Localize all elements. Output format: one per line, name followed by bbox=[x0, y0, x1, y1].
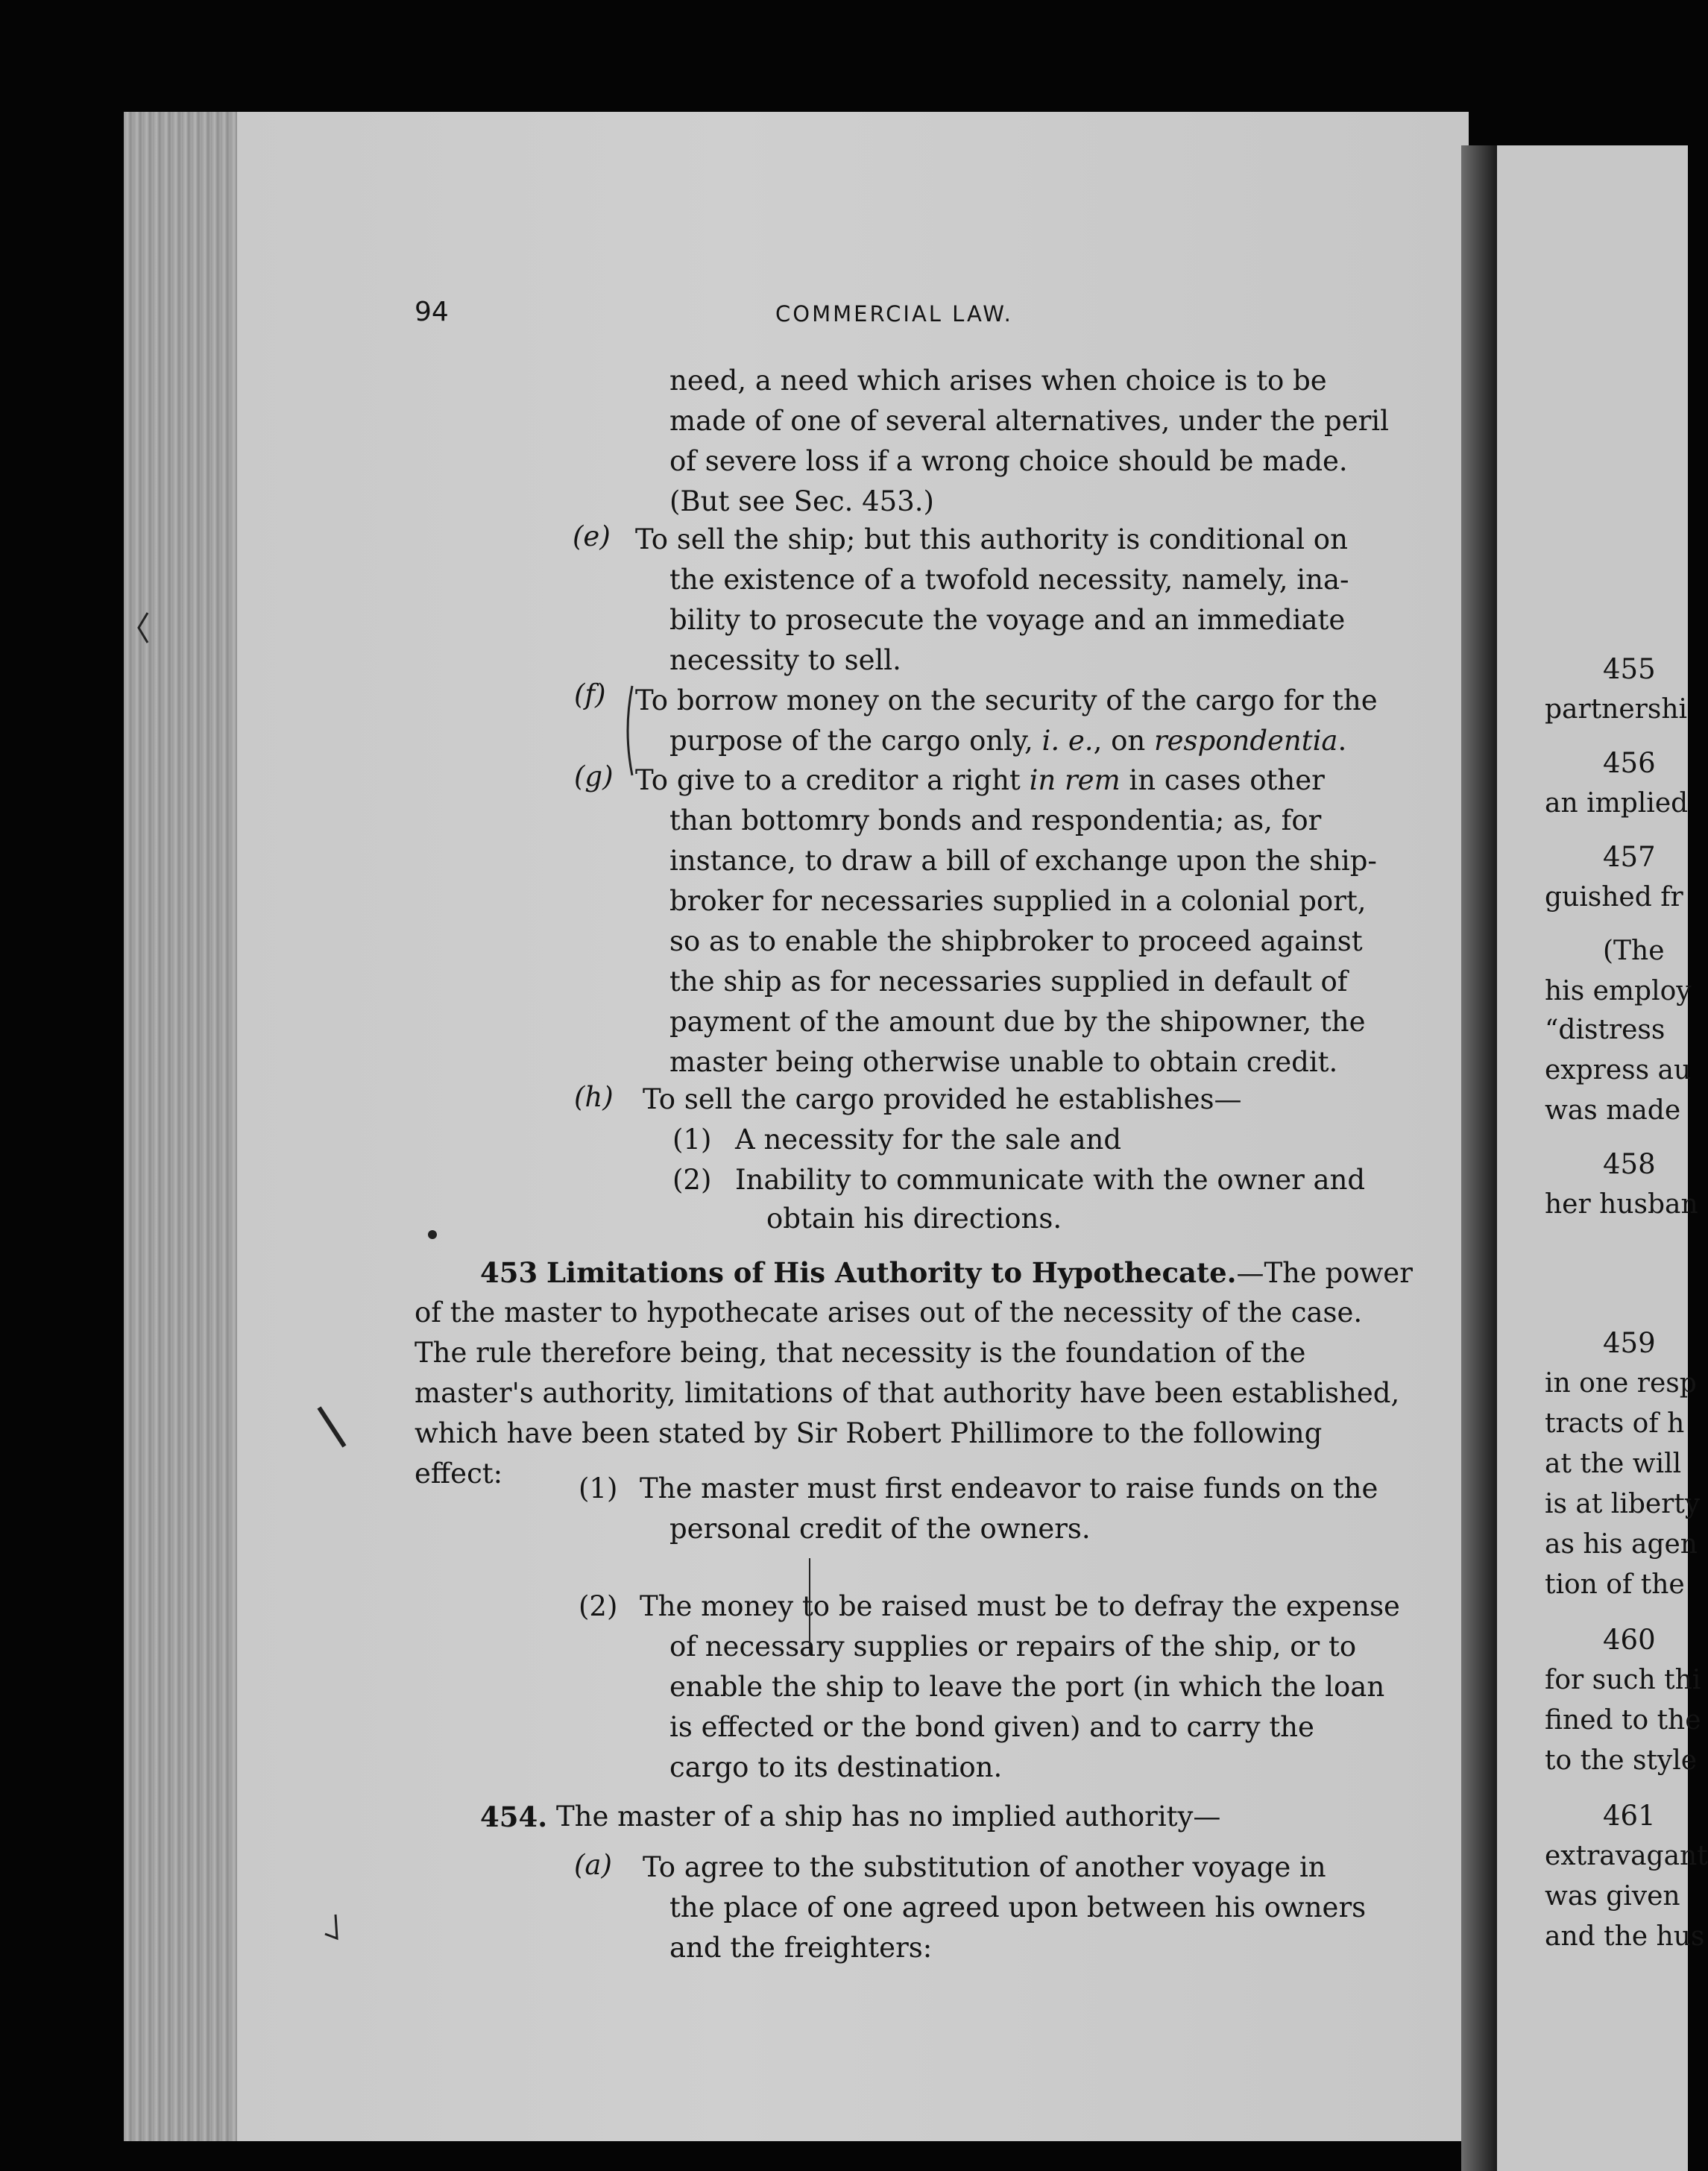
running-title: COMMERCIAL LAW. bbox=[775, 301, 1013, 327]
rp-line: extravagant bbox=[1545, 1841, 1708, 1871]
text-line: of the master to hypothecate arises out of the necessity of the case. bbox=[415, 1296, 1363, 1329]
rp-line: express au bbox=[1545, 1055, 1692, 1086]
rp-line: fined to the bbox=[1545, 1705, 1701, 1736]
text-line: effect: bbox=[415, 1458, 503, 1490]
italic-respondentia: respondentia bbox=[1153, 725, 1338, 757]
rp-458-num: 458 bbox=[1603, 1148, 1656, 1180]
text-span: , on bbox=[1093, 725, 1154, 757]
text-line: The rule therefore being, that necessity is the foundation of the bbox=[415, 1337, 1306, 1369]
rp-line: is at liberty bbox=[1545, 1489, 1701, 1519]
rp-line: for such thi bbox=[1545, 1665, 1701, 1695]
rp-line: “distress bbox=[1545, 1015, 1666, 1045]
rp-line: (The bbox=[1603, 936, 1665, 966]
item-e-line1: To sell the ship; but this authority is conditional on bbox=[635, 523, 1348, 555]
text-line: (But see Sec. 453.) bbox=[669, 485, 934, 517]
item-h-sub2a: Inability to communicate with the owner and bbox=[735, 1164, 1366, 1196]
italic-ie: i. e. bbox=[1041, 725, 1094, 757]
rule1-line2: personal credit of the owners. bbox=[669, 1513, 1091, 1545]
item-h-sub1: A necessity for the sale and bbox=[735, 1124, 1122, 1156]
item-h-line1: To sell the cargo provided he establishes— bbox=[643, 1083, 1242, 1115]
rp-455-num: 455 bbox=[1603, 653, 1656, 685]
text-span: purpose of the cargo only, bbox=[669, 725, 1042, 757]
rp-line: was made bbox=[1545, 1095, 1681, 1126]
rp-line: his employ bbox=[1545, 976, 1692, 1006]
item-g-marker: (g) bbox=[574, 760, 614, 793]
text-line: of necessary supplies or repairs of the ship, or to bbox=[669, 1630, 1357, 1663]
rule2-marker: (2) bbox=[579, 1590, 618, 1622]
text-line: and the freighters: bbox=[669, 1932, 933, 1964]
sec454-number: 454. bbox=[480, 1800, 548, 1833]
text-span: To give to a creditor a right bbox=[635, 764, 1030, 796]
sec454-text: The master of a ship has no implied authority— bbox=[556, 1800, 1221, 1833]
page-number: 94 bbox=[415, 297, 449, 327]
text-line: the existence of a twofold necessity, namely, ina- bbox=[669, 564, 1349, 596]
item-h-sub2b: obtain his directions. bbox=[766, 1203, 1062, 1235]
rule1-marker: (1) bbox=[579, 1472, 618, 1504]
text-line: made of one of several alternatives, under the peril bbox=[669, 405, 1389, 437]
rp-456-num: 456 bbox=[1603, 747, 1656, 779]
text-line: broker for necessaries supplied in a colonial port, bbox=[669, 885, 1367, 917]
item-a-line1: To agree to the substitution of another voyage in bbox=[643, 1851, 1326, 1883]
rp-line: in one resp bbox=[1545, 1368, 1697, 1399]
rp-line: tracts of h bbox=[1545, 1408, 1685, 1439]
item-h-marker: (h) bbox=[574, 1081, 614, 1113]
text-line: which have been stated by Sir Robert Phillimore to the following bbox=[415, 1417, 1323, 1449]
rp-line: at the will bbox=[1545, 1449, 1682, 1479]
item-f-marker: (f) bbox=[574, 678, 606, 710]
text-line: of severe loss if a wrong choice should be made. bbox=[669, 445, 1348, 477]
item-f-line1: To borrow money on the security of the cargo for the bbox=[635, 684, 1378, 716]
right-page bbox=[1497, 145, 1708, 2171]
text-line: bility to prosecute the voyage and an immediate bbox=[669, 604, 1346, 636]
text-line: need, a need which arises when choice is to be bbox=[669, 365, 1327, 397]
rp-line: and the hus bbox=[1545, 1921, 1705, 1952]
text-line: instance, to draw a bill of exchange upon the ship- bbox=[669, 845, 1377, 877]
rp-line: an implied bbox=[1545, 788, 1689, 819]
rp-line: as his agen bbox=[1545, 1529, 1698, 1560]
rp-459-num: 459 bbox=[1603, 1327, 1656, 1359]
text-line: master being otherwise unable to obtain credit. bbox=[669, 1046, 1338, 1078]
item-h-sub2-marker: (2) bbox=[672, 1164, 712, 1196]
section-heading: Limitations of His Authority to Hypothecate. bbox=[546, 1256, 1237, 1289]
rule1-line1: The master must first endeavor to raise funds on the bbox=[640, 1472, 1378, 1504]
text-line: than bottomry bonds and respondentia; as, for bbox=[669, 804, 1322, 836]
rp-457-num: 457 bbox=[1603, 841, 1656, 873]
text-line: so as to enable the shipbroker to proceed against bbox=[669, 925, 1363, 957]
rp-line: her husban bbox=[1545, 1189, 1698, 1220]
text-line: master's authority, limitations of that authority have been established, bbox=[415, 1377, 1400, 1409]
text-line: the place of one agreed upon between his owners bbox=[669, 1891, 1367, 1923]
item-e-marker: (e) bbox=[573, 520, 611, 552]
text-span: —The power bbox=[1236, 1257, 1413, 1289]
text-line: the ship as for necessaries supplied in default of bbox=[669, 965, 1348, 998]
section-number: 453 bbox=[480, 1256, 538, 1289]
rp-line: guished fr bbox=[1545, 882, 1683, 913]
rp-461-num: 461 bbox=[1603, 1800, 1656, 1832]
text-line: cargo to its destination. bbox=[669, 1751, 1003, 1783]
text-line: necessity to sell. bbox=[669, 644, 901, 676]
text-line: payment of the amount due by the shipowner, the bbox=[669, 1006, 1366, 1038]
rp-line: partnershi bbox=[1545, 694, 1688, 725]
rp-line: tion of the bbox=[1545, 1569, 1685, 1600]
text-line: enable the ship to leave the port (in which the loan bbox=[669, 1671, 1385, 1703]
text-span: in cases other bbox=[1120, 764, 1325, 796]
rp-460-num: 460 bbox=[1603, 1624, 1656, 1656]
item-h-sub1-marker: (1) bbox=[672, 1124, 712, 1156]
rp-line: to the style bbox=[1545, 1745, 1698, 1776]
rp-line: was given bbox=[1545, 1881, 1680, 1912]
italic-in-rem: in rem bbox=[1029, 764, 1121, 796]
text-span: . bbox=[1337, 725, 1347, 757]
text-line: is effected or the bond given) and to carry the bbox=[669, 1711, 1314, 1743]
rule2-line1: The money to be raised must be to defray the expense bbox=[640, 1590, 1400, 1622]
item-a-marker: (a) bbox=[574, 1849, 612, 1881]
